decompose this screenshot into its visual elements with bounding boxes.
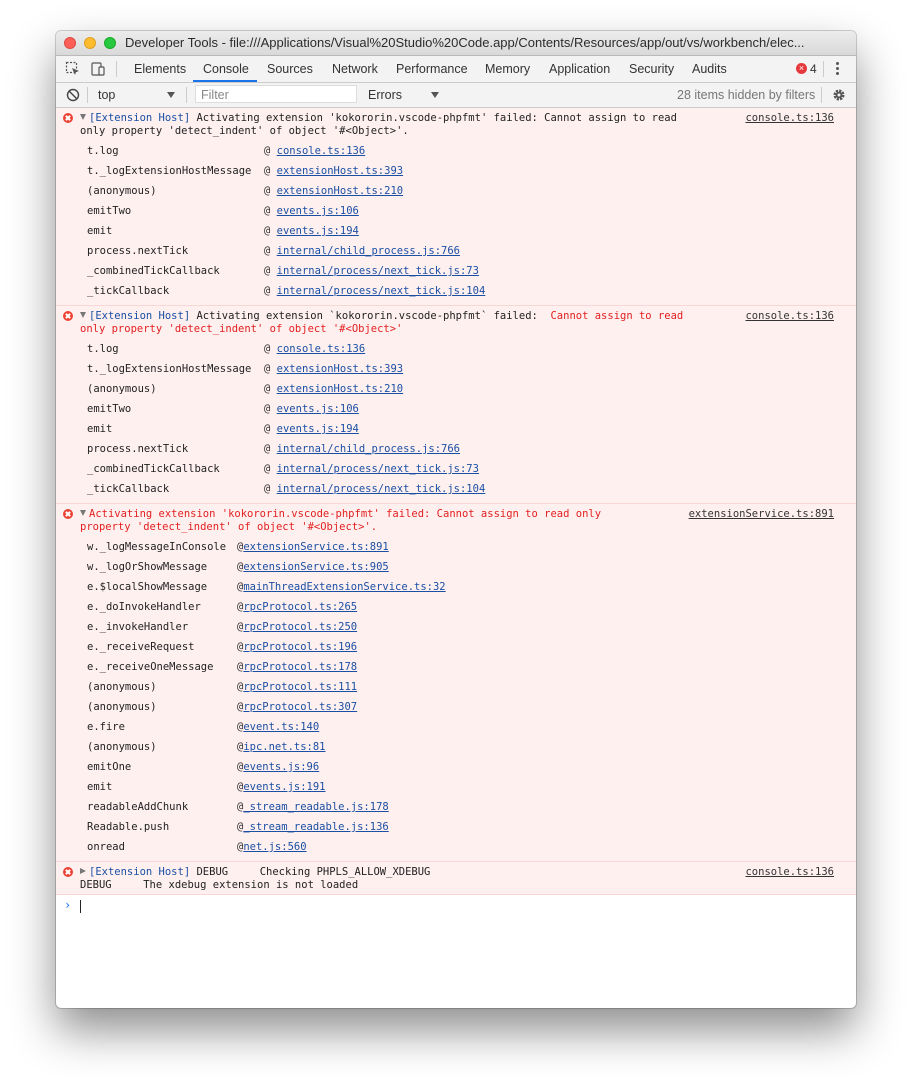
stack-frame: (anonymous) @ extensionHost.ts:210 [87, 383, 404, 395]
stack-frame: emit @ events.js:194 [87, 423, 359, 435]
toolbar-divider [823, 61, 824, 77]
expand-triangle-icon[interactable] [80, 312, 86, 318]
stack-frame-link[interactable]: rpcProtocol.ts:196 [243, 641, 358, 653]
stack-frame: e.$localShowMessage @mainThreadExtensionService.ts:32 [87, 581, 446, 593]
stack-frame-link[interactable]: internal/process/next_tick.js:104 [276, 285, 486, 297]
stack-frame-link[interactable]: net.js:560 [243, 841, 307, 853]
stack-frame: (anonymous) @rpcProtocol.ts:111 [87, 681, 358, 693]
error-badge-icon[interactable]: × [796, 63, 807, 74]
stack-frame-link[interactable]: events.js:106 [276, 205, 359, 217]
stack-frame-link[interactable]: rpcProtocol.ts:265 [243, 601, 358, 613]
stack-frame: e._receiveRequest @rpcProtocol.ts:196 [87, 641, 358, 653]
stack-frame: (anonymous) @rpcProtocol.ts:307 [87, 701, 358, 713]
stack-frame: t.log @ console.ts:136 [87, 343, 366, 355]
toolbar-divider [821, 87, 822, 103]
zoom-window-button[interactable] [104, 37, 116, 49]
title-bar [56, 31, 856, 56]
context-selector[interactable]: top [98, 88, 116, 102]
stack-frame-link[interactable]: internal/process/next_tick.js:104 [276, 483, 486, 495]
message-text: DEBUG Checking PHPLS_ALLOW_XDEBUG [190, 866, 431, 878]
tab-memory[interactable]: Memory [485, 62, 531, 76]
stack-frame: emit @events.js:191 [87, 781, 326, 793]
stack-frame-link[interactable]: console.ts:136 [276, 343, 366, 355]
message-text: property 'detect_indent' of object '#<Object>'. [80, 520, 378, 533]
stack-frame-link[interactable]: events.js:191 [243, 781, 326, 793]
stack-frame: Readable.push @_stream_readable.js:136 [87, 821, 389, 833]
stack-frame: _combinedTickCallback @ internal/process/next_tick.js:73 [87, 265, 479, 277]
stack-frame: e._receiveOneMessage @rpcProtocol.ts:178 [87, 661, 358, 673]
clear-console-icon[interactable] [65, 87, 81, 103]
stack-trace [56, 137, 856, 305]
stack-frame: _tickCallback @ internal/process/next_tick.js:104 [87, 285, 486, 297]
stack-frame: readableAddChunk @_stream_readable.js:178 [87, 801, 389, 813]
toolbar-divider [116, 61, 117, 77]
stack-frame-link[interactable]: events.js:106 [276, 403, 359, 415]
window-title: Developer Tools - file:///Applications/Visual%20Studio%20Code.app/Contents/Resources/app/out/vs/workbench/elec... [125, 35, 805, 50]
stack-frame-link[interactable]: extensionHost.ts:393 [276, 363, 404, 375]
message-text-highlight: only property 'detect_indent' of object '#<Object>' [80, 322, 403, 335]
message-text: DEBUG The xdebug extension is not loaded [80, 878, 359, 891]
console-error-message [56, 862, 856, 895]
stack-frame-link[interactable]: event.ts:140 [243, 721, 320, 733]
stack-frame-link[interactable]: internal/child_process.js:766 [276, 443, 460, 455]
more-options-icon[interactable] [836, 62, 840, 76]
stack-frame: process.nextTick @ internal/child_process.js:766 [87, 245, 460, 257]
message-source-link[interactable]: console.ts:136 [745, 310, 834, 322]
close-window-button[interactable] [64, 37, 76, 49]
message-source-link[interactable]: console.ts:136 [745, 866, 834, 878]
tab-performance[interactable]: Performance [396, 62, 468, 76]
stack-frame-link[interactable]: ipc.net.ts:81 [243, 741, 326, 753]
stack-frame: t._logExtensionHostMessage @ extensionHost.ts:393 [87, 165, 404, 177]
stack-frame-link[interactable]: extensionHost.ts:210 [276, 185, 404, 197]
expand-triangle-icon[interactable] [80, 510, 86, 516]
stack-frame: process.nextTick @ internal/child_process.js:766 [87, 443, 460, 455]
devtools-window [56, 31, 856, 1008]
stack-trace [56, 533, 856, 861]
stack-frame-link[interactable]: internal/child_process.js:766 [276, 245, 460, 257]
tab-application[interactable]: Application [549, 62, 611, 76]
console-error-message [56, 306, 856, 504]
stack-frame: e._doInvokeHandler @rpcProtocol.ts:265 [87, 601, 358, 613]
message-text: Activating extension 'kokororin.vscode-phpfmt' failed: Cannot assign to read only [89, 508, 602, 520]
stack-frame: (anonymous) @ipc.net.ts:81 [87, 741, 326, 753]
collapsed-triangle-icon[interactable] [80, 868, 86, 874]
stack-frame-link[interactable]: events.js:194 [276, 423, 359, 435]
message-text: only property 'detect_indent' of object '#<Object>'. [80, 124, 409, 137]
console-error-message [56, 108, 856, 306]
stack-trace [56, 335, 856, 503]
message-text: Activating extension 'kokororin.vscode-phpfmt' failed: Cannot assign to read [190, 112, 677, 124]
stack-frame: t.log @ console.ts:136 [87, 145, 366, 157]
message-text-highlight: Cannot assign to read [550, 310, 684, 322]
toolbar-divider [186, 87, 187, 103]
stack-frame-link[interactable]: internal/process/next_tick.js:73 [276, 463, 479, 475]
tab-security[interactable]: Security [629, 62, 675, 76]
device-toolbar-icon[interactable] [90, 61, 106, 77]
error-count[interactable]: 4 [810, 62, 817, 76]
context-dropdown-arrow-icon[interactable] [167, 92, 175, 98]
stack-frame-link[interactable]: extensionService.ts:905 [243, 561, 389, 573]
stack-frame-link[interactable]: extensionHost.ts:210 [276, 383, 404, 395]
stack-frame-link[interactable]: internal/process/next_tick.js:73 [276, 265, 479, 277]
hidden-items-count: 28 items hidden by filters [677, 88, 816, 102]
stack-frame: e.fire @event.ts:140 [87, 721, 320, 733]
text-caret [80, 900, 81, 913]
prompt-chevron-icon: › [64, 898, 72, 912]
toolbar-divider [87, 87, 88, 103]
console-prompt[interactable] [56, 895, 856, 917]
stack-frame-link[interactable]: console.ts:136 [276, 145, 366, 157]
stack-frame: emitTwo @ events.js:106 [87, 205, 359, 217]
stack-frame-link[interactable]: extensionService.ts:891 [243, 541, 389, 553]
minimize-window-button[interactable] [84, 37, 96, 49]
message-source-link[interactable]: extensionService.ts:891 [688, 508, 834, 520]
levels-dropdown-arrow-icon[interactable] [431, 92, 439, 98]
stack-frame: emitOne @events.js:96 [87, 761, 320, 773]
gear-icon[interactable] [831, 87, 847, 103]
stack-frame: _combinedTickCallback @ internal/process/next_tick.js:73 [87, 463, 479, 475]
message-source-link[interactable]: console.ts:136 [745, 112, 834, 124]
stack-frame-link[interactable]: rpcProtocol.ts:307 [243, 701, 358, 713]
stack-frame-link[interactable]: rpcProtocol.ts:111 [243, 681, 358, 693]
stack-frame-link[interactable]: _stream_readable.js:178 [243, 801, 389, 813]
message-prefix: [Extension Host] [89, 112, 191, 124]
panel-tab-bar [56, 56, 856, 83]
stack-frame: (anonymous) @ extensionHost.ts:210 [87, 185, 404, 197]
active-tab-indicator [193, 80, 257, 82]
log-levels-dropdown[interactable]: Errors [368, 88, 403, 102]
tab-audits[interactable]: Audits [692, 62, 727, 76]
message-prefix: [Extension Host] [89, 310, 191, 322]
tab-elements[interactable]: Elements [134, 62, 187, 76]
stack-frame: t._logExtensionHostMessage @ extensionHost.ts:393 [87, 363, 404, 375]
inspect-element-icon[interactable] [65, 61, 81, 77]
stack-frame-link[interactable]: mainThreadExtensionService.ts:32 [243, 581, 446, 593]
console-output [56, 108, 856, 1008]
stack-frame-link[interactable]: events.js:194 [276, 225, 359, 237]
stack-frame: emit @ events.js:194 [87, 225, 359, 237]
message-text: Activating extension `kokororin.vscode-phpfmt` failed: [190, 310, 551, 322]
tab-network[interactable]: Network [332, 62, 378, 76]
tab-console[interactable]: Console [203, 62, 249, 76]
tab-sources[interactable]: Sources [267, 62, 313, 76]
stack-frame: _tickCallback @ internal/process/next_tick.js:104 [87, 483, 486, 495]
message-prefix: [Extension Host] [89, 866, 191, 878]
stack-frame-link[interactable]: _stream_readable.js:136 [243, 821, 389, 833]
filter-input[interactable]: Filter [195, 85, 357, 103]
stack-frame-link[interactable]: rpcProtocol.ts:178 [243, 661, 358, 673]
stack-frame: w._logMessageInConsole @extensionService.ts:891 [87, 541, 389, 553]
expand-triangle-icon[interactable] [80, 114, 86, 120]
stack-frame: w._logOrShowMessage @extensionService.ts:905 [87, 561, 389, 573]
stack-frame-link[interactable]: events.js:96 [243, 761, 320, 773]
stack-frame-link[interactable]: extensionHost.ts:393 [276, 165, 404, 177]
stack-frame: e._invokeHandler @rpcProtocol.ts:250 [87, 621, 358, 633]
stack-frame: emitTwo @ events.js:106 [87, 403, 359, 415]
stack-frame: onread @net.js:560 [87, 841, 307, 853]
console-error-message [56, 504, 856, 862]
stack-frame-link[interactable]: rpcProtocol.ts:250 [243, 621, 358, 633]
console-filter-bar [56, 83, 856, 108]
